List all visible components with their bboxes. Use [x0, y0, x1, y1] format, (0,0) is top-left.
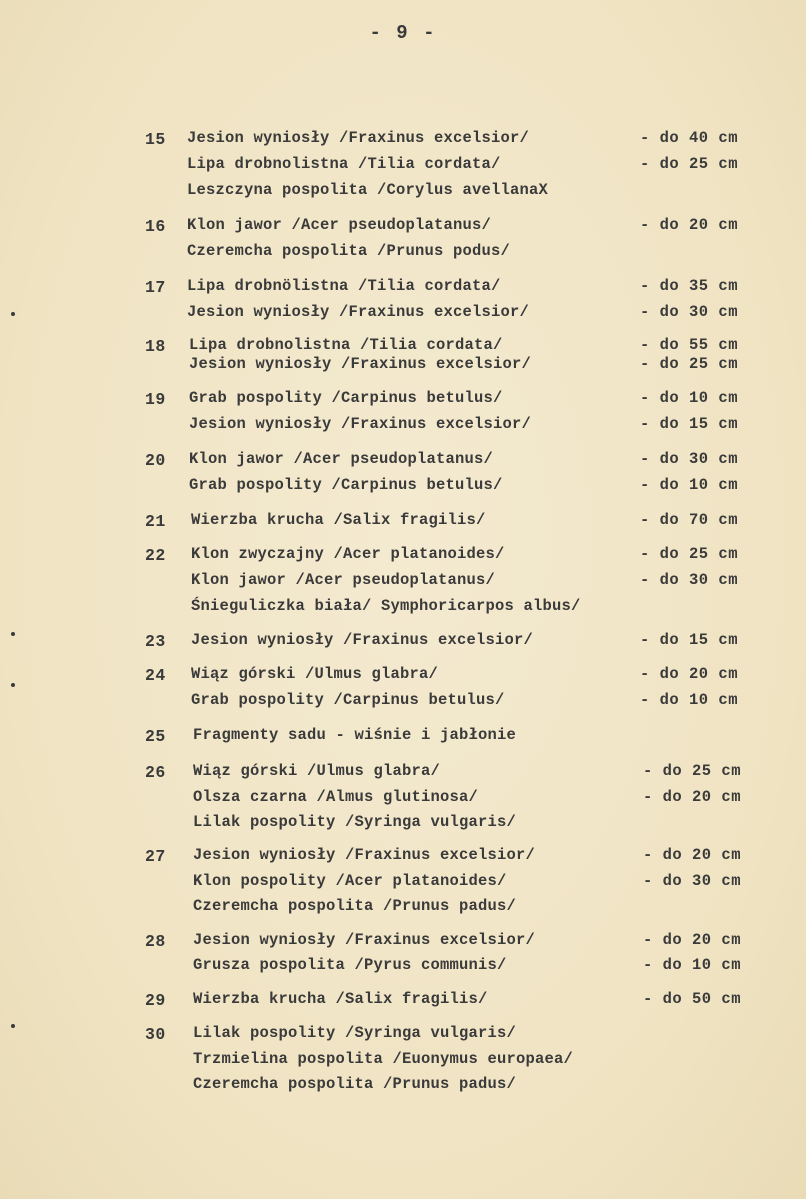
entry-number: 20	[145, 451, 166, 470]
page-number: - 9 -	[369, 22, 437, 44]
species-name: Jesion wyniosły /Fraxinus excelsior/	[193, 931, 536, 949]
species-name: Wierzba krucha /Salix fragilis/	[193, 990, 488, 1008]
margin-dot	[11, 683, 15, 687]
species-name: Grab pospolity /Carpinus betulus/	[189, 389, 503, 407]
trunk-diameter: - do 50 cm	[643, 990, 742, 1008]
species-name: Lipa drobnolistna /Tilia cordata/	[189, 336, 503, 354]
species-name: Lilak pospolity /Syringa vulgaris/	[193, 813, 517, 831]
entry-number: 30	[145, 1025, 166, 1044]
species-name: Jesion wyniosły /Fraxinus excelsior/	[189, 415, 532, 433]
species-name: Trzmielina pospolita /Euonymus europaea/	[193, 1050, 574, 1068]
entry-number: 28	[145, 932, 166, 951]
species-name: Grab pospolity /Carpinus betulus/	[189, 476, 503, 494]
species-name: Jesion wyniosły /Fraxinus excelsior/	[191, 631, 534, 649]
entry-number: 22	[145, 546, 166, 565]
margin-dot	[11, 1024, 15, 1028]
species-name: Jesion wyniosły /Fraxinus excelsior/	[189, 355, 532, 373]
species-name: Grab pospolity /Carpinus betulus/	[191, 691, 505, 709]
trunk-diameter: - do 20 cm	[640, 216, 739, 234]
entry-number: 25	[145, 727, 166, 746]
trunk-diameter: - do 25 cm	[640, 155, 739, 173]
species-name: Klon pospolity /Acer platanoides/	[193, 872, 507, 890]
trunk-diameter: - do 70 cm	[640, 511, 739, 529]
entry-number: 18	[145, 337, 166, 356]
species-name: Wierzba krucha /Salix fragilis/	[191, 511, 486, 529]
species-name: Klon jawor /Acer pseudoplatanus/	[189, 450, 494, 468]
trunk-diameter: - do 10 cm	[643, 956, 742, 974]
entry-number: 27	[145, 847, 166, 866]
trunk-diameter: - do 30 cm	[643, 872, 742, 890]
species-name: Lipa drobnölistna /Tilia cordata/	[187, 277, 501, 295]
species-name: Lipa drobnolistna /Tilia cordata/	[187, 155, 501, 173]
trunk-diameter: - do 55 cm	[640, 336, 739, 354]
trunk-diameter: - do 10 cm	[640, 389, 739, 407]
margin-dot	[11, 312, 15, 316]
entry-number: 17	[145, 278, 166, 297]
trunk-diameter: - do 25 cm	[643, 762, 742, 780]
trunk-diameter: - do 20 cm	[643, 788, 742, 806]
trunk-diameter: - do 15 cm	[640, 415, 739, 433]
species-name: Śnieguliczka biała/ Symphoricarpos albus/	[191, 597, 581, 615]
entry-number: 29	[145, 991, 166, 1010]
trunk-diameter: - do 20 cm	[640, 665, 739, 683]
entry-number: 19	[145, 390, 166, 409]
trunk-diameter: - do 30 cm	[640, 303, 739, 321]
trunk-diameter: - do 20 cm	[643, 931, 742, 949]
trunk-diameter: - do 20 cm	[643, 846, 742, 864]
trunk-diameter: - do 25 cm	[640, 545, 739, 563]
entry-number: 26	[145, 763, 166, 782]
trunk-diameter: - do 15 cm	[640, 631, 739, 649]
entry-number: 21	[145, 512, 166, 531]
entry-number: 15	[145, 130, 166, 149]
trunk-diameter: - do 25 cm	[640, 355, 739, 373]
trunk-diameter: - do 10 cm	[640, 476, 739, 494]
trunk-diameter: - do 30 cm	[640, 450, 739, 468]
species-name: Klon jawor /Acer pseudoplatanus/	[187, 216, 492, 234]
species-name: Czeremcha pospolita /Prunus padus/	[193, 897, 517, 915]
species-name: Wiąz górski /Ulmus glabra/	[193, 762, 441, 780]
margin-dot	[11, 632, 15, 636]
species-name: Jesion wyniosły /Fraxinus excelsior/	[193, 846, 536, 864]
species-name: Grusza pospolita /Pyrus communis/	[193, 956, 507, 974]
species-name: Fragmenty sadu - wiśnie i jabłonie	[193, 726, 517, 744]
species-name: Wiąz górski /Ulmus glabra/	[191, 665, 439, 683]
species-name: Olsza czarna /Almus glutinosa/	[193, 788, 479, 806]
trunk-diameter: - do 10 cm	[640, 691, 739, 709]
entry-number: 23	[145, 632, 166, 651]
entry-number: 24	[145, 666, 166, 685]
species-name: Leszczyna pospolita /Corylus avellanaX	[187, 181, 549, 199]
trunk-diameter: - do 30 cm	[640, 571, 739, 589]
species-name: Jesion wyniosły /Fraxinus excelsior/	[187, 129, 530, 147]
species-name: Lilak pospolity /Syringa vulgaris/	[193, 1024, 517, 1042]
species-name: Czeremcha pospolita /Prunus padus/	[193, 1075, 517, 1093]
trunk-diameter: - do 35 cm	[640, 277, 739, 295]
species-name: Klon jawor /Acer pseudoplatanus/	[191, 571, 496, 589]
species-name: Jesion wyniosły /Fraxinus excelsior/	[187, 303, 530, 321]
trunk-diameter: - do 40 cm	[640, 129, 739, 147]
species-name: Czeremcha pospolita /Prunus podus/	[187, 242, 511, 260]
entry-number: 16	[145, 217, 166, 236]
species-name: Klon zwyczajny /Acer platanoides/	[191, 545, 505, 563]
